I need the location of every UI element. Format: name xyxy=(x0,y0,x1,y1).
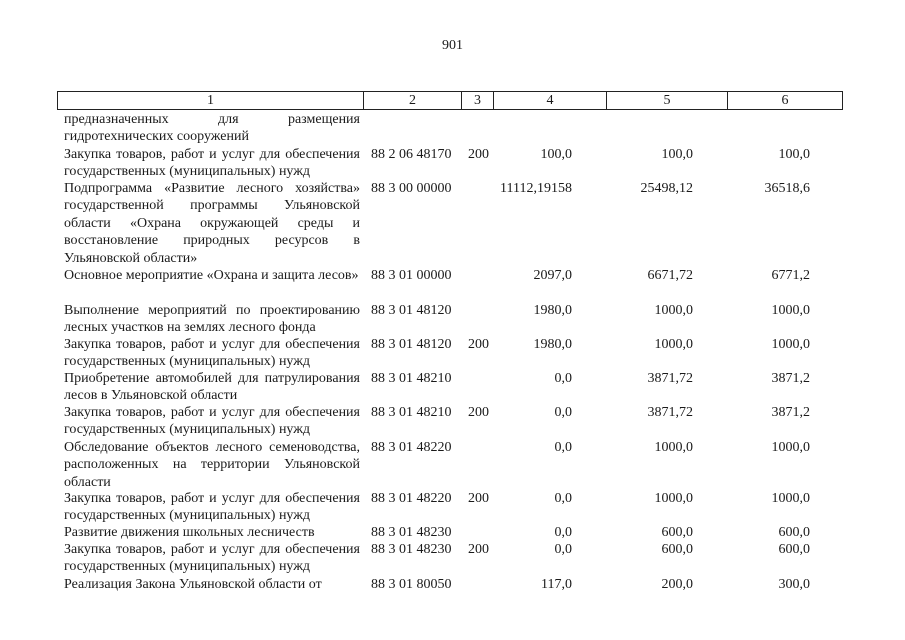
row-value-5: 1000,0 xyxy=(654,491,693,506)
row-value-5: 100,0 xyxy=(661,147,693,162)
row-code: 88 3 01 48210 xyxy=(371,371,452,386)
row-value-5: 25498,12 xyxy=(640,181,693,196)
row-value-5: 600,0 xyxy=(661,542,693,557)
row-value-4: 0,0 xyxy=(554,405,572,420)
row-value-6: 1000,0 xyxy=(771,303,810,318)
row-name: Реализация Закона Ульяновской области от xyxy=(64,577,322,592)
row-value-5: 6671,72 xyxy=(647,268,693,283)
row-value-5: 1000,0 xyxy=(654,440,693,455)
row-name: Закупка товаров, работ и услуг для обеспечения государственных (муниципальных) нужд xyxy=(64,491,360,524)
row-value-4: 117,0 xyxy=(541,577,572,592)
row-value-4: 0,0 xyxy=(554,371,572,386)
row-value-5: 200,0 xyxy=(661,577,693,592)
header-col-1: 1 xyxy=(58,92,364,109)
row-code: 88 3 01 48210 xyxy=(371,405,452,420)
row-code: 88 3 01 48120 xyxy=(371,337,452,352)
row-name: Закупка товаров, работ и услуг для обеспечения государственных (муниципальных) нужд xyxy=(64,405,360,438)
row-value-6: 100,0 xyxy=(778,147,810,162)
row-code: 88 3 01 48220 xyxy=(371,440,452,455)
row-name: Обследование объектов лесного семеноводства, расположенных на территории Ульяновской области xyxy=(64,440,360,490)
row-value-4: 1980,0 xyxy=(533,303,572,318)
row-code: 88 3 01 48120 xyxy=(371,303,452,318)
row-value-6: 3871,2 xyxy=(771,371,810,386)
row-name: Основное мероприятие «Охрана и защита лесов» xyxy=(64,268,359,283)
row-vr: 200 xyxy=(468,542,489,557)
row-value-6: 1000,0 xyxy=(771,337,810,352)
table-header xyxy=(57,91,843,110)
row-code: 88 2 06 48170 xyxy=(371,147,452,162)
row-value-4: 0,0 xyxy=(554,440,572,455)
row-name: предназначенных для размещения гидротехнических сооружений xyxy=(64,112,360,145)
row-vr: 200 xyxy=(468,147,489,162)
row-value-5: 1000,0 xyxy=(654,303,693,318)
row-value-4: 0,0 xyxy=(554,525,572,540)
row-value-4: 1980,0 xyxy=(533,337,572,352)
row-value-6: 300,0 xyxy=(778,577,810,592)
row-code: 88 3 01 48230 xyxy=(371,525,452,540)
page-number: 901 xyxy=(442,38,463,53)
header-col-2: 2 xyxy=(364,92,462,109)
row-name: Выполнение мероприятий по проектированию лесных участков на землях лесного фонда xyxy=(64,303,360,336)
row-value-6: 1000,0 xyxy=(771,491,810,506)
row-name: Закупка товаров, работ и услуг для обеспечения государственных (муниципальных) нужд xyxy=(64,147,360,180)
row-value-6: 600,0 xyxy=(778,525,810,540)
row-code: 88 3 01 00000 xyxy=(371,268,452,283)
row-value-5: 3871,72 xyxy=(647,405,693,420)
row-value-5: 1000,0 xyxy=(654,337,693,352)
row-code: 88 3 01 48230 xyxy=(371,542,452,557)
row-name: Подпрограмма «Развитие лесного хозяйства» государственной программы Ульяновской области «Охрана окружающей среды и восстановление природных ресурсов в Ульяновской области» xyxy=(64,181,360,266)
row-value-4: 11112,19158 xyxy=(500,181,572,196)
row-code: 88 3 01 48220 xyxy=(371,491,452,506)
row-name: Закупка товаров, работ и услуг для обеспечения государственных (муниципальных) нужд xyxy=(64,337,360,370)
row-value-5: 600,0 xyxy=(661,525,693,540)
row-value-4: 0,0 xyxy=(554,491,572,506)
row-name: Приобретение автомобилей для патрулирования лесов в Ульяновской области xyxy=(64,371,360,404)
row-vr: 200 xyxy=(468,405,489,420)
row-value-4: 0,0 xyxy=(554,542,572,557)
row-value-6: 36518,6 xyxy=(764,181,810,196)
row-code: 88 3 00 00000 xyxy=(371,181,452,196)
row-vr: 200 xyxy=(468,337,489,352)
row-name: Развитие движения школьных лесничеств xyxy=(64,525,315,540)
row-name: Закупка товаров, работ и услуг для обеспечения государственных (муниципальных) нужд xyxy=(64,542,360,575)
row-value-6: 3871,2 xyxy=(771,405,810,420)
header-col-5: 5 xyxy=(607,92,728,109)
row-value-6: 1000,0 xyxy=(771,440,810,455)
header-col-6: 6 xyxy=(781,93,789,108)
header-col-3: 3 xyxy=(462,92,494,109)
row-value-4: 100,0 xyxy=(540,147,572,162)
row-value-4: 2097,0 xyxy=(533,268,572,283)
row-vr: 200 xyxy=(468,491,489,506)
row-value-6: 600,0 xyxy=(778,542,810,557)
row-value-5: 3871,72 xyxy=(647,371,693,386)
row-value-6: 6771,2 xyxy=(771,268,810,283)
header-col-4: 4 xyxy=(494,92,607,109)
row-code: 88 3 01 80050 xyxy=(371,577,452,592)
